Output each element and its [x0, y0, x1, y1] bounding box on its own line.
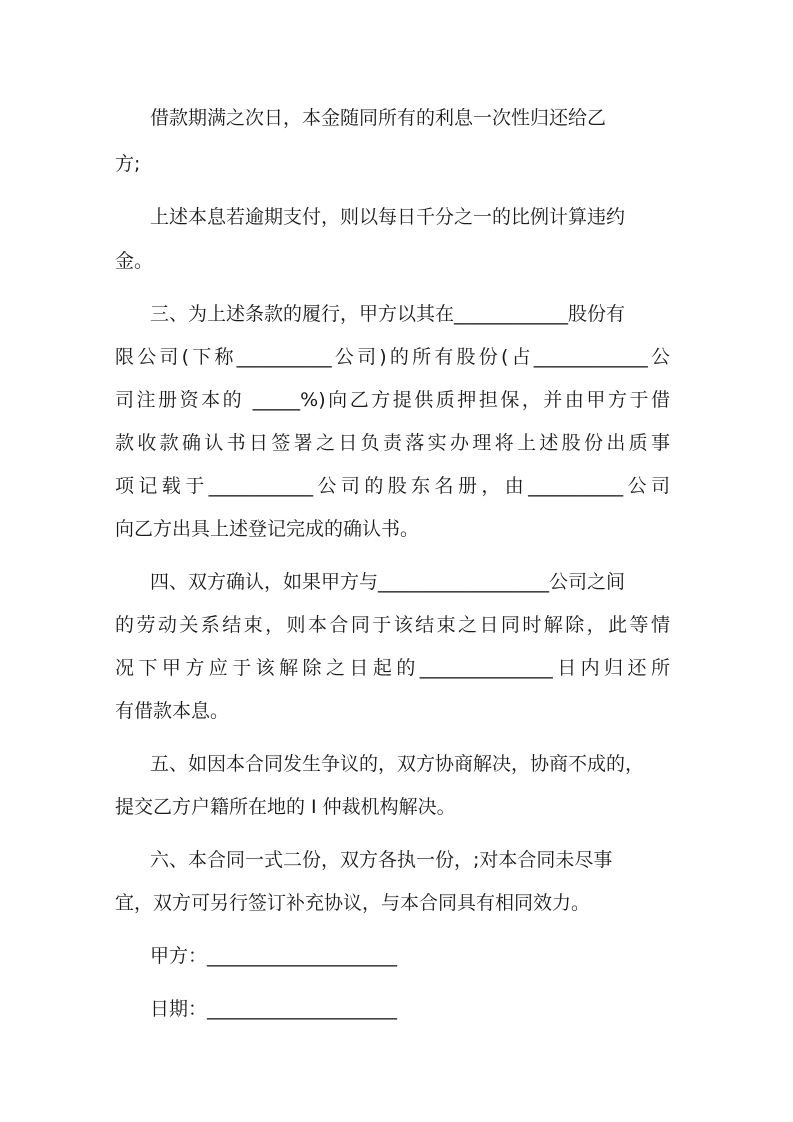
clause-5-line-2: 提交乙方户籍所在地的 I 仲裁机构解决。	[115, 796, 456, 818]
clause-4-line-4: 有借款本息。	[115, 700, 230, 722]
clause-6-line-2: 宜，双方可另行签订补充协议，与本合同具有相同效力。	[115, 892, 591, 914]
party-a-signature-line: 甲方：____________________	[150, 945, 398, 967]
clause-3-line-4: 款收款确认书日签署之日负责落实办理将上述股份出质事	[115, 432, 670, 454]
clause-3-line-1: 三、为上述条款的履行，甲方以其在____________股份有	[150, 303, 626, 325]
clause-6-line-1: 六、本合同一式二份，双方各执一份，;对本合同未尽事	[150, 849, 613, 871]
clause-3-line-5: 项记载于___________公司的股东名册，由__________公司	[115, 475, 670, 497]
date-signature-line: 日期：____________________	[150, 998, 398, 1020]
clause-4-line-1: 四、双方确认，如果甲方与__________________公司之间	[150, 571, 626, 593]
para-repayment-line-1: 借款期满之次日，本金随同所有的利息一次性归还给乙	[150, 107, 607, 129]
clause-3-line-2: 限公司(下称__________公司)的所有股份(占____________公	[115, 346, 670, 368]
para-penalty-line-1: 上述本息若逾期支付，则以每日千分之一的比例计算违约	[150, 206, 626, 228]
clause-3-line-6: 向乙方出具上述登记完成的确认书。	[115, 518, 420, 540]
para-penalty-line-2: 金。	[115, 250, 154, 272]
clause-4-line-2: 的劳动关系结束，则本合同于该结束之日同时解除，此等情	[115, 614, 670, 636]
clause-4-line-3: 况下甲方应于该解除之日起的______________日内归还所	[115, 657, 670, 679]
clause-5-line-1: 五、如因本合同发生争议的，双方协商解决，协商不成的，	[150, 753, 645, 775]
para-repayment-line-2: 方;	[115, 153, 141, 175]
clause-3-line-3: 司注册资本的 _____%)向乙方提供质押担保，并由甲方于借	[115, 389, 670, 411]
